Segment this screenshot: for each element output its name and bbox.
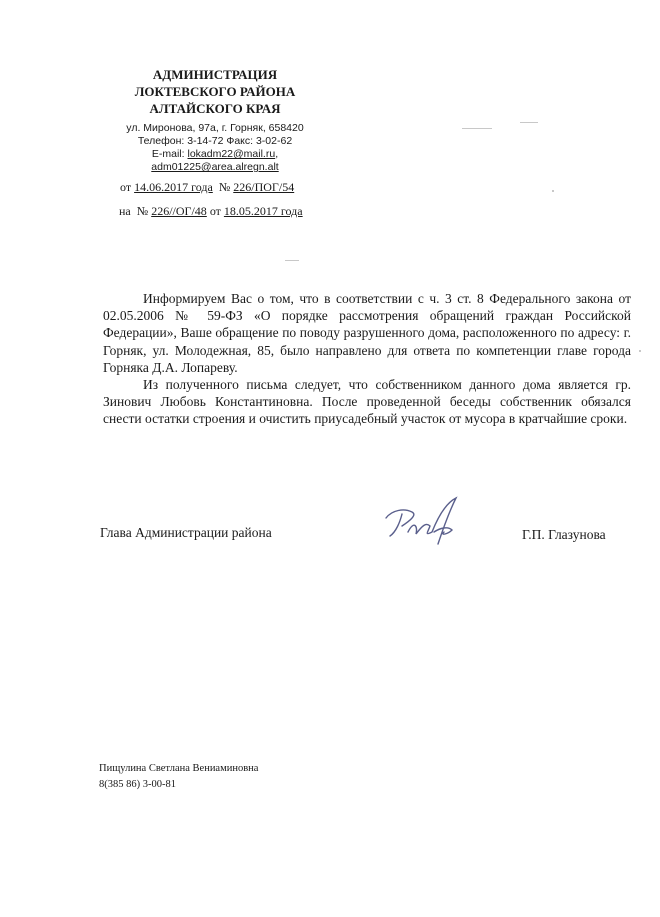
outgoing-number: 226/ПОГ/54 bbox=[233, 180, 295, 194]
email-prefix: E-mail: bbox=[151, 148, 188, 160]
handwritten-signature bbox=[378, 492, 473, 552]
body-paragraph-2: Из полученного письма следует, что собственником данного дома является гр. Зинович Любовь Константиновна. После проведенной беседы собственник обязался снести остатки строения и очистить приусадебный участок от мусора в кратчайшие сроки. bbox=[103, 377, 631, 427]
address-line: ул. Миронова, 97а, г. Горняк, 658420 bbox=[126, 122, 304, 134]
incoming-number: 226//ОГ/48 bbox=[151, 204, 207, 218]
email-link-2[interactable]: adm01225@area.alregn.alt bbox=[151, 161, 279, 173]
scan-speck bbox=[520, 122, 538, 123]
incoming-date: 18.05.2017 года bbox=[223, 204, 303, 218]
incoming-no-label: № bbox=[136, 204, 149, 218]
executor-name: Пищулина Светлана Вениаминовна bbox=[99, 763, 259, 774]
from-prefix: от bbox=[120, 180, 132, 194]
letter-body bbox=[103, 290, 631, 428]
incoming-reference bbox=[119, 204, 303, 219]
org-line-1: АДМИНИСТРАЦИЯ bbox=[152, 67, 278, 82]
scan-speck bbox=[462, 128, 492, 129]
outgoing-no-label: № bbox=[218, 180, 231, 194]
contact-block bbox=[110, 122, 320, 174]
email-line bbox=[110, 148, 320, 161]
outgoing-date: 14.06.2017 года bbox=[134, 180, 213, 194]
body-paragraph-1: Информируем Вас о том, что в соответствии с ч. 3 ст. 8 Федерального закона от 02.05.2006 № 59-ФЗ «О порядке рассмотрения обращений граждан Российской Федерации», Ваше обращение по поводу разрушенного дома, расположенного по адресу: г. Горняк, ул. Молодежная, 85, было направлено для ответа по компетенции главе города Горняка Д.А. Лопареву. bbox=[103, 291, 631, 375]
email-line-2 bbox=[110, 161, 320, 174]
email-link-1[interactable]: lokadm22@mail.ru bbox=[187, 148, 276, 160]
email-separator: , bbox=[275, 148, 279, 160]
executor-phone: 8(385 86) 3-00-81 bbox=[99, 779, 176, 790]
scan-speck bbox=[285, 260, 299, 261]
organization-name bbox=[112, 66, 318, 117]
executor-block bbox=[99, 761, 258, 793]
org-line-3: АЛТАЙСКОГО КРАЯ bbox=[149, 101, 281, 116]
phone-line: Телефон: 3-14-72 Факс: 3-02-62 bbox=[137, 135, 293, 147]
scan-speck bbox=[639, 350, 641, 352]
org-line-2: ЛОКТЕВСКОГО РАЙОНА bbox=[134, 84, 296, 99]
outgoing-reference bbox=[120, 180, 294, 195]
scan-speck bbox=[552, 190, 554, 192]
incoming-date-label: от bbox=[209, 204, 221, 218]
to-prefix: на bbox=[119, 204, 131, 218]
signatory-position: Глава Администрации района bbox=[100, 525, 272, 540]
signatory-name: Г.П. Глазунова bbox=[522, 527, 606, 542]
